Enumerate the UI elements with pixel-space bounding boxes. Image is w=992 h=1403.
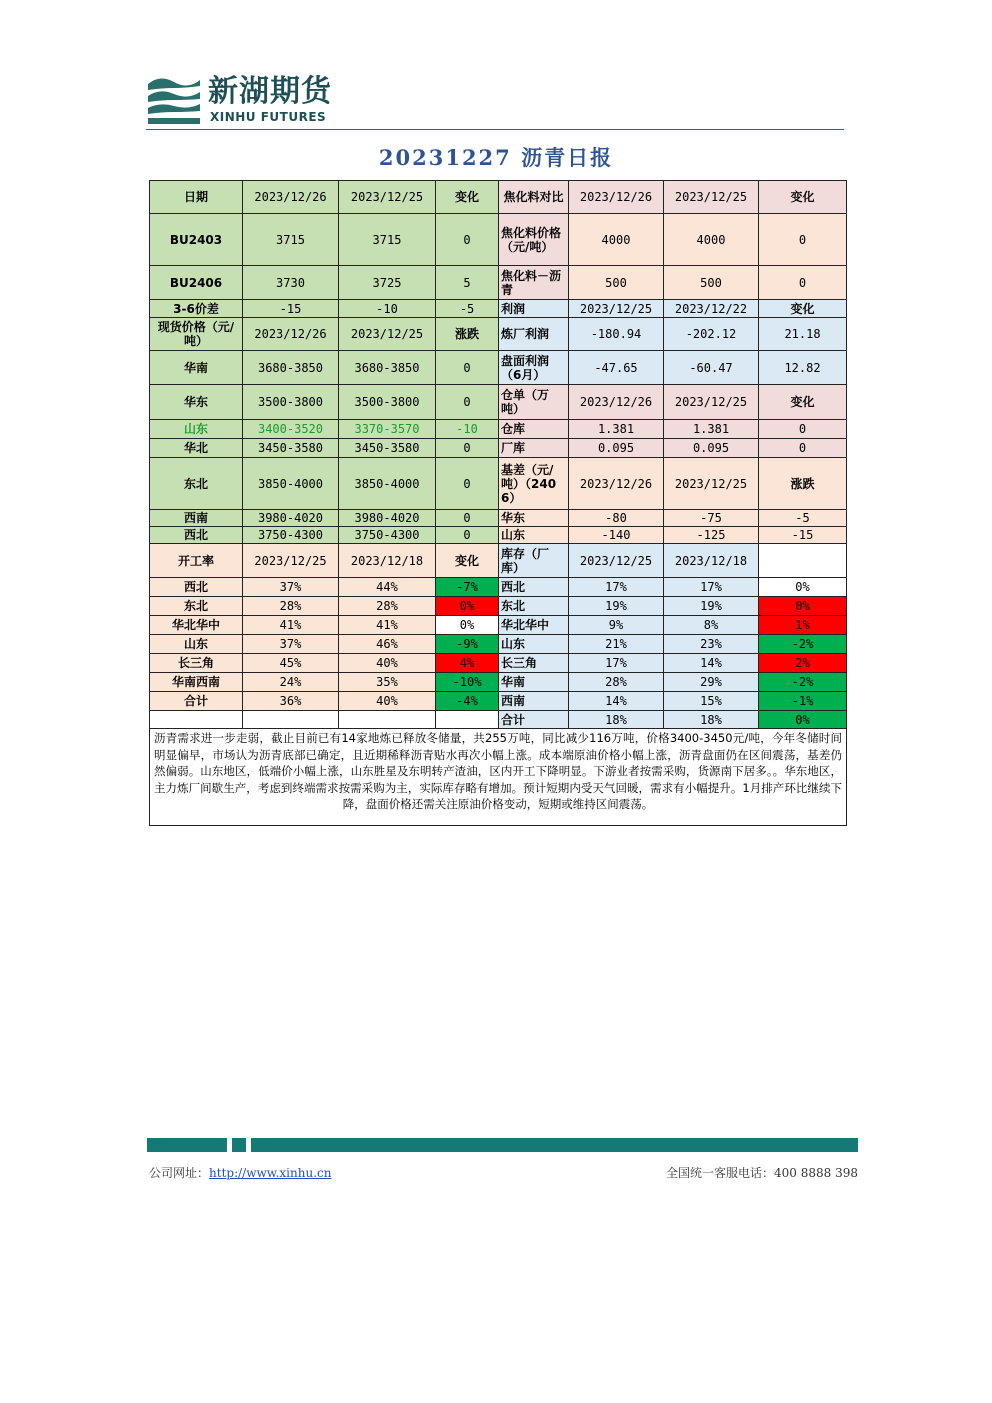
table-cell: 0: [436, 458, 499, 510]
table-cell: 18%: [569, 711, 664, 729]
table-cell: -75: [664, 510, 759, 527]
table-cell: 合计: [150, 692, 243, 711]
table-cell: 5: [436, 266, 499, 300]
table-cell: -10: [436, 420, 499, 439]
table-cell: -80: [569, 510, 664, 527]
table-cell: 0%: [436, 597, 499, 616]
table-cell: 焦化料价格（元/吨）: [499, 214, 569, 266]
table-cell: 2023/12/18: [664, 544, 759, 578]
table-cell: 东北: [150, 597, 243, 616]
table-cell: 500: [569, 266, 664, 300]
table-cell: -60.47: [664, 351, 759, 385]
table-row: [150, 578, 847, 597]
table-cell: 2023/12/25: [569, 544, 664, 578]
table-cell: 21.18: [759, 318, 847, 351]
table-cell: 21%: [569, 635, 664, 654]
table-cell: 23%: [664, 635, 759, 654]
table-cell: 长三角: [150, 654, 243, 673]
table-cell: -1%: [759, 692, 847, 711]
table-cell: 40%: [339, 692, 436, 711]
table-cell: 厂库: [499, 439, 569, 458]
table-cell: 西北: [150, 578, 243, 597]
table-cell: 3450-3580: [243, 439, 339, 458]
table-cell: 2023/12/25: [339, 181, 436, 214]
company-logo: [146, 72, 336, 128]
table-cell: -202.12: [664, 318, 759, 351]
header-divider: [146, 129, 844, 130]
table-cell: 44%: [339, 578, 436, 597]
table-cell: 3730: [243, 266, 339, 300]
table-row: [150, 510, 847, 527]
table-cell: 41%: [339, 616, 436, 635]
table-cell: [150, 711, 243, 729]
table-cell: -5: [759, 510, 847, 527]
table-cell: 36%: [243, 692, 339, 711]
table-cell: 2023/12/26: [569, 458, 664, 510]
footer-bar-right: [251, 1138, 858, 1152]
table-row: [150, 458, 847, 510]
table-cell: 西北: [499, 578, 569, 597]
table-cell: 0: [759, 420, 847, 439]
table-cell: 0: [759, 266, 847, 300]
table-cell: 基差（元/吨）（2406）: [499, 458, 569, 510]
website-link[interactable]: http://www.xinhu.cn: [209, 1166, 332, 1180]
table-cell: -180.94: [569, 318, 664, 351]
footer-bar-left: [147, 1138, 227, 1152]
table-cell: 3500-3800: [339, 385, 436, 420]
table-cell: 变化: [759, 300, 847, 318]
table-cell: 3715: [339, 214, 436, 266]
table-cell: 17%: [664, 578, 759, 597]
table-row: [150, 420, 847, 439]
table-row: [150, 597, 847, 616]
table-cell: 2023/12/25: [664, 458, 759, 510]
table-cell: 仓单（万吨）: [499, 385, 569, 420]
table-cell: -5: [436, 300, 499, 318]
table-cell: 0: [436, 527, 499, 544]
asphalt-daily-table: [149, 180, 847, 826]
table-cell: 0.095: [664, 439, 759, 458]
table-cell: 8%: [664, 616, 759, 635]
table-cell: 0%: [436, 616, 499, 635]
table-cell: 46%: [339, 635, 436, 654]
table-cell: 焦化料对比: [499, 181, 569, 214]
table-cell: 40%: [339, 654, 436, 673]
table-cell: -125: [664, 527, 759, 544]
report-title: 20231227 沥青日报: [378, 145, 614, 170]
table-cell: -4%: [436, 692, 499, 711]
table-cell: -140: [569, 527, 664, 544]
table-cell: 3450-3580: [339, 439, 436, 458]
table-row: [150, 692, 847, 711]
table-cell: 3725: [339, 266, 436, 300]
table-cell: 华东: [499, 510, 569, 527]
table-cell: 西南: [150, 510, 243, 527]
table-cell: 华南: [150, 351, 243, 385]
table-cell: 2023/12/25: [339, 318, 436, 351]
table-cell: 1%: [759, 616, 847, 635]
table-cell: 涨跌: [759, 458, 847, 510]
table-cell: 东北: [150, 458, 243, 510]
table-cell: 山东: [150, 635, 243, 654]
table-cell: 2023/12/26: [569, 385, 664, 420]
table-cell: 19%: [664, 597, 759, 616]
market-summary-text: 沥青需求进一步走弱，截止目前已有14家地炼已释放冬储量，共255万吨，同比减少116万吨，价格3400-3450元/吨，今年冬储时间明显偏早，市场认为沥青底部已确定，且近期稀释沥青贴水再次小幅上涨。成本端原油价格小幅上涨，沥青盘面仍在区间震荡，基差仍然偏弱。山东地区，低端价小幅上涨，山东胜星及东明转产渣油，区内开工下降明显。下游业者按需采购，货源南下居多。。华东地区，主力炼厂间歇生产，考虑到终端需求按需采购为主，实际库存略有增加。预计短期内受天气回暖，需求有小幅提升。1月排产环比继续下降，盘面价格还需关注原油价格变动，短期或维持区间震荡。: [150, 729, 847, 826]
table-cell: 17%: [569, 654, 664, 673]
table-row: [150, 351, 847, 385]
table-cell: 4000: [569, 214, 664, 266]
table-cell: -2%: [759, 635, 847, 654]
table-cell: 0%: [759, 711, 847, 729]
table-row: [150, 266, 847, 300]
table-cell: 开工率: [150, 544, 243, 578]
table-cell: 0.095: [569, 439, 664, 458]
table-cell: 山东: [150, 420, 243, 439]
xinhu-wave-logo-icon: [146, 72, 202, 126]
table-cell: 3680-3850: [339, 351, 436, 385]
table-row: [150, 635, 847, 654]
table-cell: -15: [759, 527, 847, 544]
table-row: [150, 181, 847, 214]
table-cell: 35%: [339, 673, 436, 692]
table-row: [150, 300, 847, 318]
table-cell: 华南西南: [150, 673, 243, 692]
table-cell: 0%: [759, 578, 847, 597]
table-cell: BU2406: [150, 266, 243, 300]
table-cell: 库存（厂库）: [499, 544, 569, 578]
table-cell: 现货价格（元/吨）: [150, 318, 243, 351]
table-cell: 山东: [499, 635, 569, 654]
table-cell: 9%: [569, 616, 664, 635]
table-cell: 3-6价差: [150, 300, 243, 318]
logo-english-name: XINHU FUTURES: [210, 110, 327, 124]
table-cell: 华北华中: [150, 616, 243, 635]
table-cell: 华南: [499, 673, 569, 692]
table-cell: 17%: [569, 578, 664, 597]
table-cell: 28%: [243, 597, 339, 616]
table-cell: 合计: [499, 711, 569, 729]
table-cell: 2023/12/22: [664, 300, 759, 318]
table-cell: 3500-3800: [243, 385, 339, 420]
table-cell: 14%: [569, 692, 664, 711]
table-cell: 41%: [243, 616, 339, 635]
table-cell: 3980-4020: [339, 510, 436, 527]
table-cell: 2023/12/26: [243, 181, 339, 214]
table-cell: 2023/12/18: [339, 544, 436, 578]
logo-chinese-name: 新湖期货: [208, 74, 332, 109]
table-cell: 涨跌: [436, 318, 499, 351]
table-cell: 28%: [569, 673, 664, 692]
table-cell: 2%: [759, 654, 847, 673]
table-cell: 利润: [499, 300, 569, 318]
table-cell: 0: [436, 385, 499, 420]
table-row: [150, 673, 847, 692]
table-cell: 东北: [499, 597, 569, 616]
table-cell: 长三角: [499, 654, 569, 673]
table-cell: 0: [436, 510, 499, 527]
table-cell: 焦化料－沥青: [499, 266, 569, 300]
website-label: 公司网址：: [149, 1166, 210, 1180]
table-cell: 12.82: [759, 351, 847, 385]
table-cell: [436, 711, 499, 729]
table-cell: 变化: [759, 385, 847, 420]
table-row: [150, 616, 847, 635]
table-cell: 0: [759, 439, 847, 458]
table-cell: 3750-4300: [339, 527, 436, 544]
table-cell: 西南: [499, 692, 569, 711]
table-cell: 3850-4000: [243, 458, 339, 510]
table-cell: 变化: [759, 181, 847, 214]
table-cell: [759, 544, 847, 578]
table-cell: 0: [759, 214, 847, 266]
footer-website: [149, 1164, 331, 1181]
table-cell: 18%: [664, 711, 759, 729]
table-cell: 14%: [664, 654, 759, 673]
table-cell: 2023/12/25: [243, 544, 339, 578]
table-cell: 2023/12/25: [569, 300, 664, 318]
table-cell: 变化: [436, 544, 499, 578]
table-cell: 3980-4020: [243, 510, 339, 527]
table-cell: 0: [436, 439, 499, 458]
table-cell: 4000: [664, 214, 759, 266]
table-cell: 4%: [436, 654, 499, 673]
table-cell: 1.381: [664, 420, 759, 439]
table-cell: 3680-3850: [243, 351, 339, 385]
table-cell: [339, 711, 436, 729]
table-cell: BU2403: [150, 214, 243, 266]
summary-row: [150, 729, 847, 826]
table-cell: -15: [243, 300, 339, 318]
table-row: [150, 318, 847, 351]
table-cell: 3750-4300: [243, 527, 339, 544]
table-row: [150, 654, 847, 673]
table-cell: 29%: [664, 673, 759, 692]
table-cell: 37%: [243, 635, 339, 654]
table-cell: 2023/12/25: [664, 385, 759, 420]
table-cell: 华北华中: [499, 616, 569, 635]
table-cell: [243, 711, 339, 729]
table-cell: 3370-3570: [339, 420, 436, 439]
table-row: [150, 214, 847, 266]
table-cell: -7%: [436, 578, 499, 597]
table-cell: 日期: [150, 181, 243, 214]
table-row: [150, 544, 847, 578]
table-cell: 华东: [150, 385, 243, 420]
table-cell: 3715: [243, 214, 339, 266]
table-cell: 3400-3520: [243, 420, 339, 439]
table-cell: 2023/12/26: [569, 181, 664, 214]
table-cell: 2023/12/25: [664, 181, 759, 214]
table-row: [150, 527, 847, 544]
table-cell: 24%: [243, 673, 339, 692]
table-cell: 0: [436, 351, 499, 385]
footer-hotline: 全国统一客服电话：400 8888 398: [666, 1166, 858, 1180]
table-cell: -47.65: [569, 351, 664, 385]
table-cell: 山东: [499, 527, 569, 544]
table-cell: 1.381: [569, 420, 664, 439]
table-row: [150, 439, 847, 458]
table-cell: 37%: [243, 578, 339, 597]
table-cell: 19%: [569, 597, 664, 616]
table-cell: 15%: [664, 692, 759, 711]
table-cell: -9%: [436, 635, 499, 654]
footer-bar-mid: [232, 1138, 246, 1152]
table-cell: 3850-4000: [339, 458, 436, 510]
table-cell: 0%: [759, 597, 847, 616]
table-cell: -10%: [436, 673, 499, 692]
table-row: [150, 385, 847, 420]
table-cell: 0: [436, 214, 499, 266]
table-cell: -10: [339, 300, 436, 318]
table-cell: 2023/12/26: [243, 318, 339, 351]
table-cell: 仓库: [499, 420, 569, 439]
table-cell: 华北: [150, 439, 243, 458]
table-cell: 盘面利润（6月）: [499, 351, 569, 385]
table-cell: 西北: [150, 527, 243, 544]
table-row: [150, 711, 847, 729]
table-cell: 炼厂利润: [499, 318, 569, 351]
table-cell: 45%: [243, 654, 339, 673]
table-cell: 28%: [339, 597, 436, 616]
table-cell: 500: [664, 266, 759, 300]
table-cell: 变化: [436, 181, 499, 214]
table-cell: -2%: [759, 673, 847, 692]
